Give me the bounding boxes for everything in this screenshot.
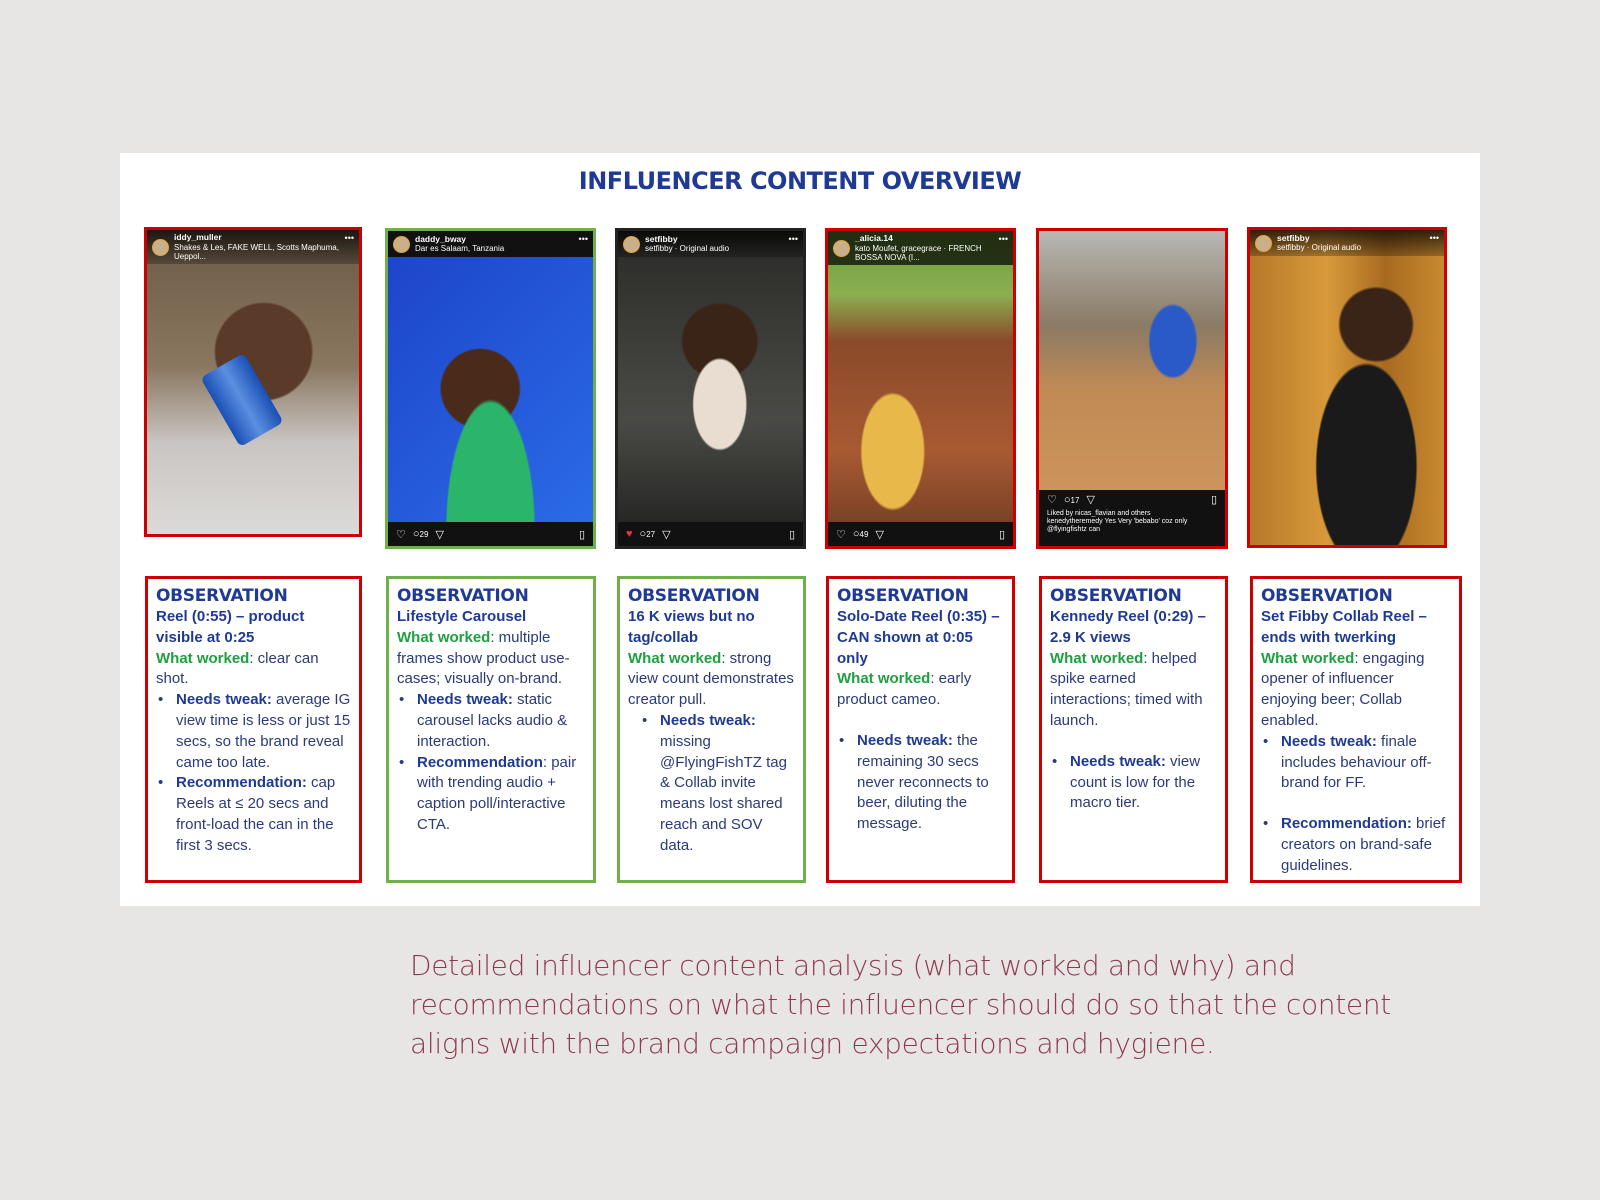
more-icon[interactable]: ••• bbox=[788, 234, 798, 244]
more-icon[interactable]: ••• bbox=[998, 234, 1008, 244]
comment-icon[interactable]: ○49 bbox=[852, 528, 869, 540]
observation-subtitle: Solo-Date Reel (0:35) – CAN shown at 0:05 only bbox=[837, 608, 1000, 667]
needs-tweak-text: finale includes behaviour off-brand for FF. bbox=[1281, 732, 1432, 792]
like-icon[interactable]: ♡ bbox=[1047, 494, 1057, 506]
avatar bbox=[393, 236, 410, 253]
post-thumbnail-3[interactable] bbox=[615, 228, 806, 549]
bookmark-icon[interactable]: ▯ bbox=[578, 528, 585, 541]
like-icon[interactable]: ♡ bbox=[836, 528, 846, 541]
username: setfibby bbox=[1277, 232, 1310, 243]
recommendation-label: Recommendation bbox=[417, 753, 543, 771]
bookmark-icon[interactable]: ▯ bbox=[788, 528, 795, 541]
post-thumbnail-5[interactable] bbox=[1036, 228, 1228, 549]
username: setfibby bbox=[645, 233, 678, 244]
liked-by-text: Liked by nicas_flavian and others bbox=[1047, 509, 1151, 517]
observation-heading: OBSERVATION bbox=[156, 586, 288, 606]
username: _alicia.14 bbox=[855, 233, 893, 243]
needs-tweak-text: the remaining 30 secs never reconnects to beer, diluting the message. bbox=[857, 731, 989, 833]
audio-text: setfibby · Original audio bbox=[645, 244, 730, 254]
observation-box-4 bbox=[826, 576, 1015, 883]
recommendation-text: cap Reels at ≤ 20 secs and front-load the can in the first 3 secs. bbox=[176, 774, 336, 854]
username: daddy_bway bbox=[415, 233, 467, 244]
observation-heading: OBSERVATION bbox=[628, 586, 760, 606]
comment-icon[interactable]: ○27 bbox=[639, 528, 656, 540]
slide-caption: Detailed influencer content analysis (what worked and why) and recommendations on what the influencer should do so that the content aligns with the brand campaign expectations and hygiene. bbox=[410, 949, 1391, 1060]
recommendation-label: Recommendation: bbox=[1281, 815, 1412, 833]
recommendation-text: : pair with trending audio + caption poll/interactive CTA. bbox=[417, 753, 577, 833]
recommendation-label: Recommendation: bbox=[176, 774, 307, 792]
audio-text: kato Moufet, gracegrace · FRENCH BOSSA NOVA (I... bbox=[855, 243, 982, 262]
share-icon[interactable]: ▽ bbox=[435, 528, 444, 541]
observation-heading: OBSERVATION bbox=[1050, 586, 1182, 606]
post-thumbnail-6[interactable] bbox=[1247, 227, 1447, 548]
needs-tweak-text: static carousel lacks audio & interaction. bbox=[417, 691, 568, 750]
post-caption: kenedytheremedy Yes Very 'bebabo' coz only @flyingfishtz can bbox=[1047, 517, 1188, 533]
observation-box-2 bbox=[386, 576, 596, 883]
observation-subtitle: Reel (0:55) – product visible at 0:25 bbox=[156, 608, 305, 646]
comment-icon[interactable]: ○17 bbox=[1063, 494, 1080, 506]
observation-subtitle: Kennedy Reel (0:29) – 2.9 K views bbox=[1050, 608, 1206, 646]
username: iddy_muller bbox=[174, 232, 222, 242]
observation-subtitle: Set Fibby Collab Reel – ends with twerking bbox=[1261, 608, 1427, 646]
what-worked-text: : engaging opener of influencer enjoying beer; Collab enabled. bbox=[1261, 649, 1425, 729]
observation-heading: OBSERVATION bbox=[837, 586, 969, 606]
share-icon[interactable]: ▽ bbox=[1086, 494, 1095, 506]
comment-icon[interactable]: ○29 bbox=[412, 528, 429, 540]
like-icon[interactable]: ♡ bbox=[396, 528, 406, 541]
slide-title: INFLUENCER CONTENT OVERVIEW bbox=[578, 167, 1022, 195]
what-worked-label: What worked bbox=[1050, 649, 1144, 667]
avatar bbox=[1255, 235, 1272, 252]
observation-subtitle: 16 K views but no tag/collab bbox=[628, 608, 755, 646]
needs-tweak-label: Needs tweak: bbox=[1281, 732, 1377, 750]
observation-heading: OBSERVATION bbox=[397, 586, 529, 606]
observation-box-5 bbox=[1039, 576, 1228, 883]
what-worked-text: : clear can shot. bbox=[156, 649, 319, 688]
post-thumbnail-2[interactable] bbox=[385, 228, 596, 549]
what-worked-text: : strong view count demonstrates creator pull. bbox=[628, 649, 794, 709]
what-worked-text: : helped spike earned interactions; timed with launch. bbox=[1050, 649, 1203, 729]
share-icon[interactable]: ▽ bbox=[662, 528, 671, 541]
what-worked-label: What worked bbox=[628, 649, 722, 667]
post-thumbnail-1[interactable] bbox=[144, 227, 362, 537]
avatar bbox=[623, 236, 640, 253]
needs-tweak-label: Needs tweak: bbox=[857, 731, 953, 749]
what-worked-text: : early product cameo. bbox=[837, 670, 972, 709]
more-icon[interactable]: ••• bbox=[344, 233, 354, 243]
audio-text: setfibby · Original audio bbox=[1277, 243, 1362, 253]
needs-tweak-text: view count is low for the macro tier. bbox=[1070, 752, 1201, 812]
what-worked-label: What worked bbox=[156, 649, 250, 667]
needs-tweak-text: missing @FlyingFishTZ tag & Collab invite means lost shared reach and SOV data. bbox=[660, 732, 787, 854]
what-worked-text: : multiple frames show product use-cases; visually on-brand. bbox=[397, 628, 570, 688]
observation-box-1 bbox=[145, 576, 362, 883]
recommendation-text: brief creators on brand-safe guidelines. bbox=[1281, 815, 1446, 874]
beer-can-image bbox=[200, 353, 283, 447]
post-thumbnail-4[interactable] bbox=[825, 228, 1016, 549]
needs-tweak-label: Needs tweak: bbox=[1070, 752, 1166, 770]
what-worked-label: What worked bbox=[837, 670, 931, 688]
observation-heading: OBSERVATION bbox=[1261, 586, 1393, 606]
needs-tweak-text: average IG view time is less or just 15 secs, so the brand reveal came too late. bbox=[176, 691, 351, 771]
avatar bbox=[152, 239, 169, 256]
more-icon[interactable]: ••• bbox=[1429, 233, 1439, 243]
observation-box-6 bbox=[1250, 576, 1462, 883]
needs-tweak-label: Needs tweak: bbox=[417, 691, 513, 709]
bookmark-icon[interactable]: ▯ bbox=[998, 528, 1005, 541]
avatar bbox=[833, 240, 850, 257]
observation-box-3 bbox=[617, 576, 806, 883]
like-icon[interactable]: ♥ bbox=[626, 528, 633, 540]
what-worked-label: What worked bbox=[1261, 649, 1355, 667]
more-icon[interactable]: ••• bbox=[578, 234, 588, 244]
needs-tweak-label: Needs tweak: bbox=[176, 691, 272, 709]
bookmark-icon[interactable]: ▯ bbox=[1210, 494, 1217, 506]
observation-subtitle: Lifestyle Carousel bbox=[397, 608, 527, 625]
location-text: Dar es Salaam, Tanzania bbox=[415, 244, 505, 254]
share-icon[interactable]: ▽ bbox=[875, 528, 884, 541]
what-worked-label: What worked bbox=[397, 628, 491, 646]
needs-tweak-label: Needs tweak: bbox=[660, 711, 756, 729]
audio-text: Shakes & Les, FAKE WELL, Scotts Maphuma, Ueppol... bbox=[174, 242, 339, 261]
